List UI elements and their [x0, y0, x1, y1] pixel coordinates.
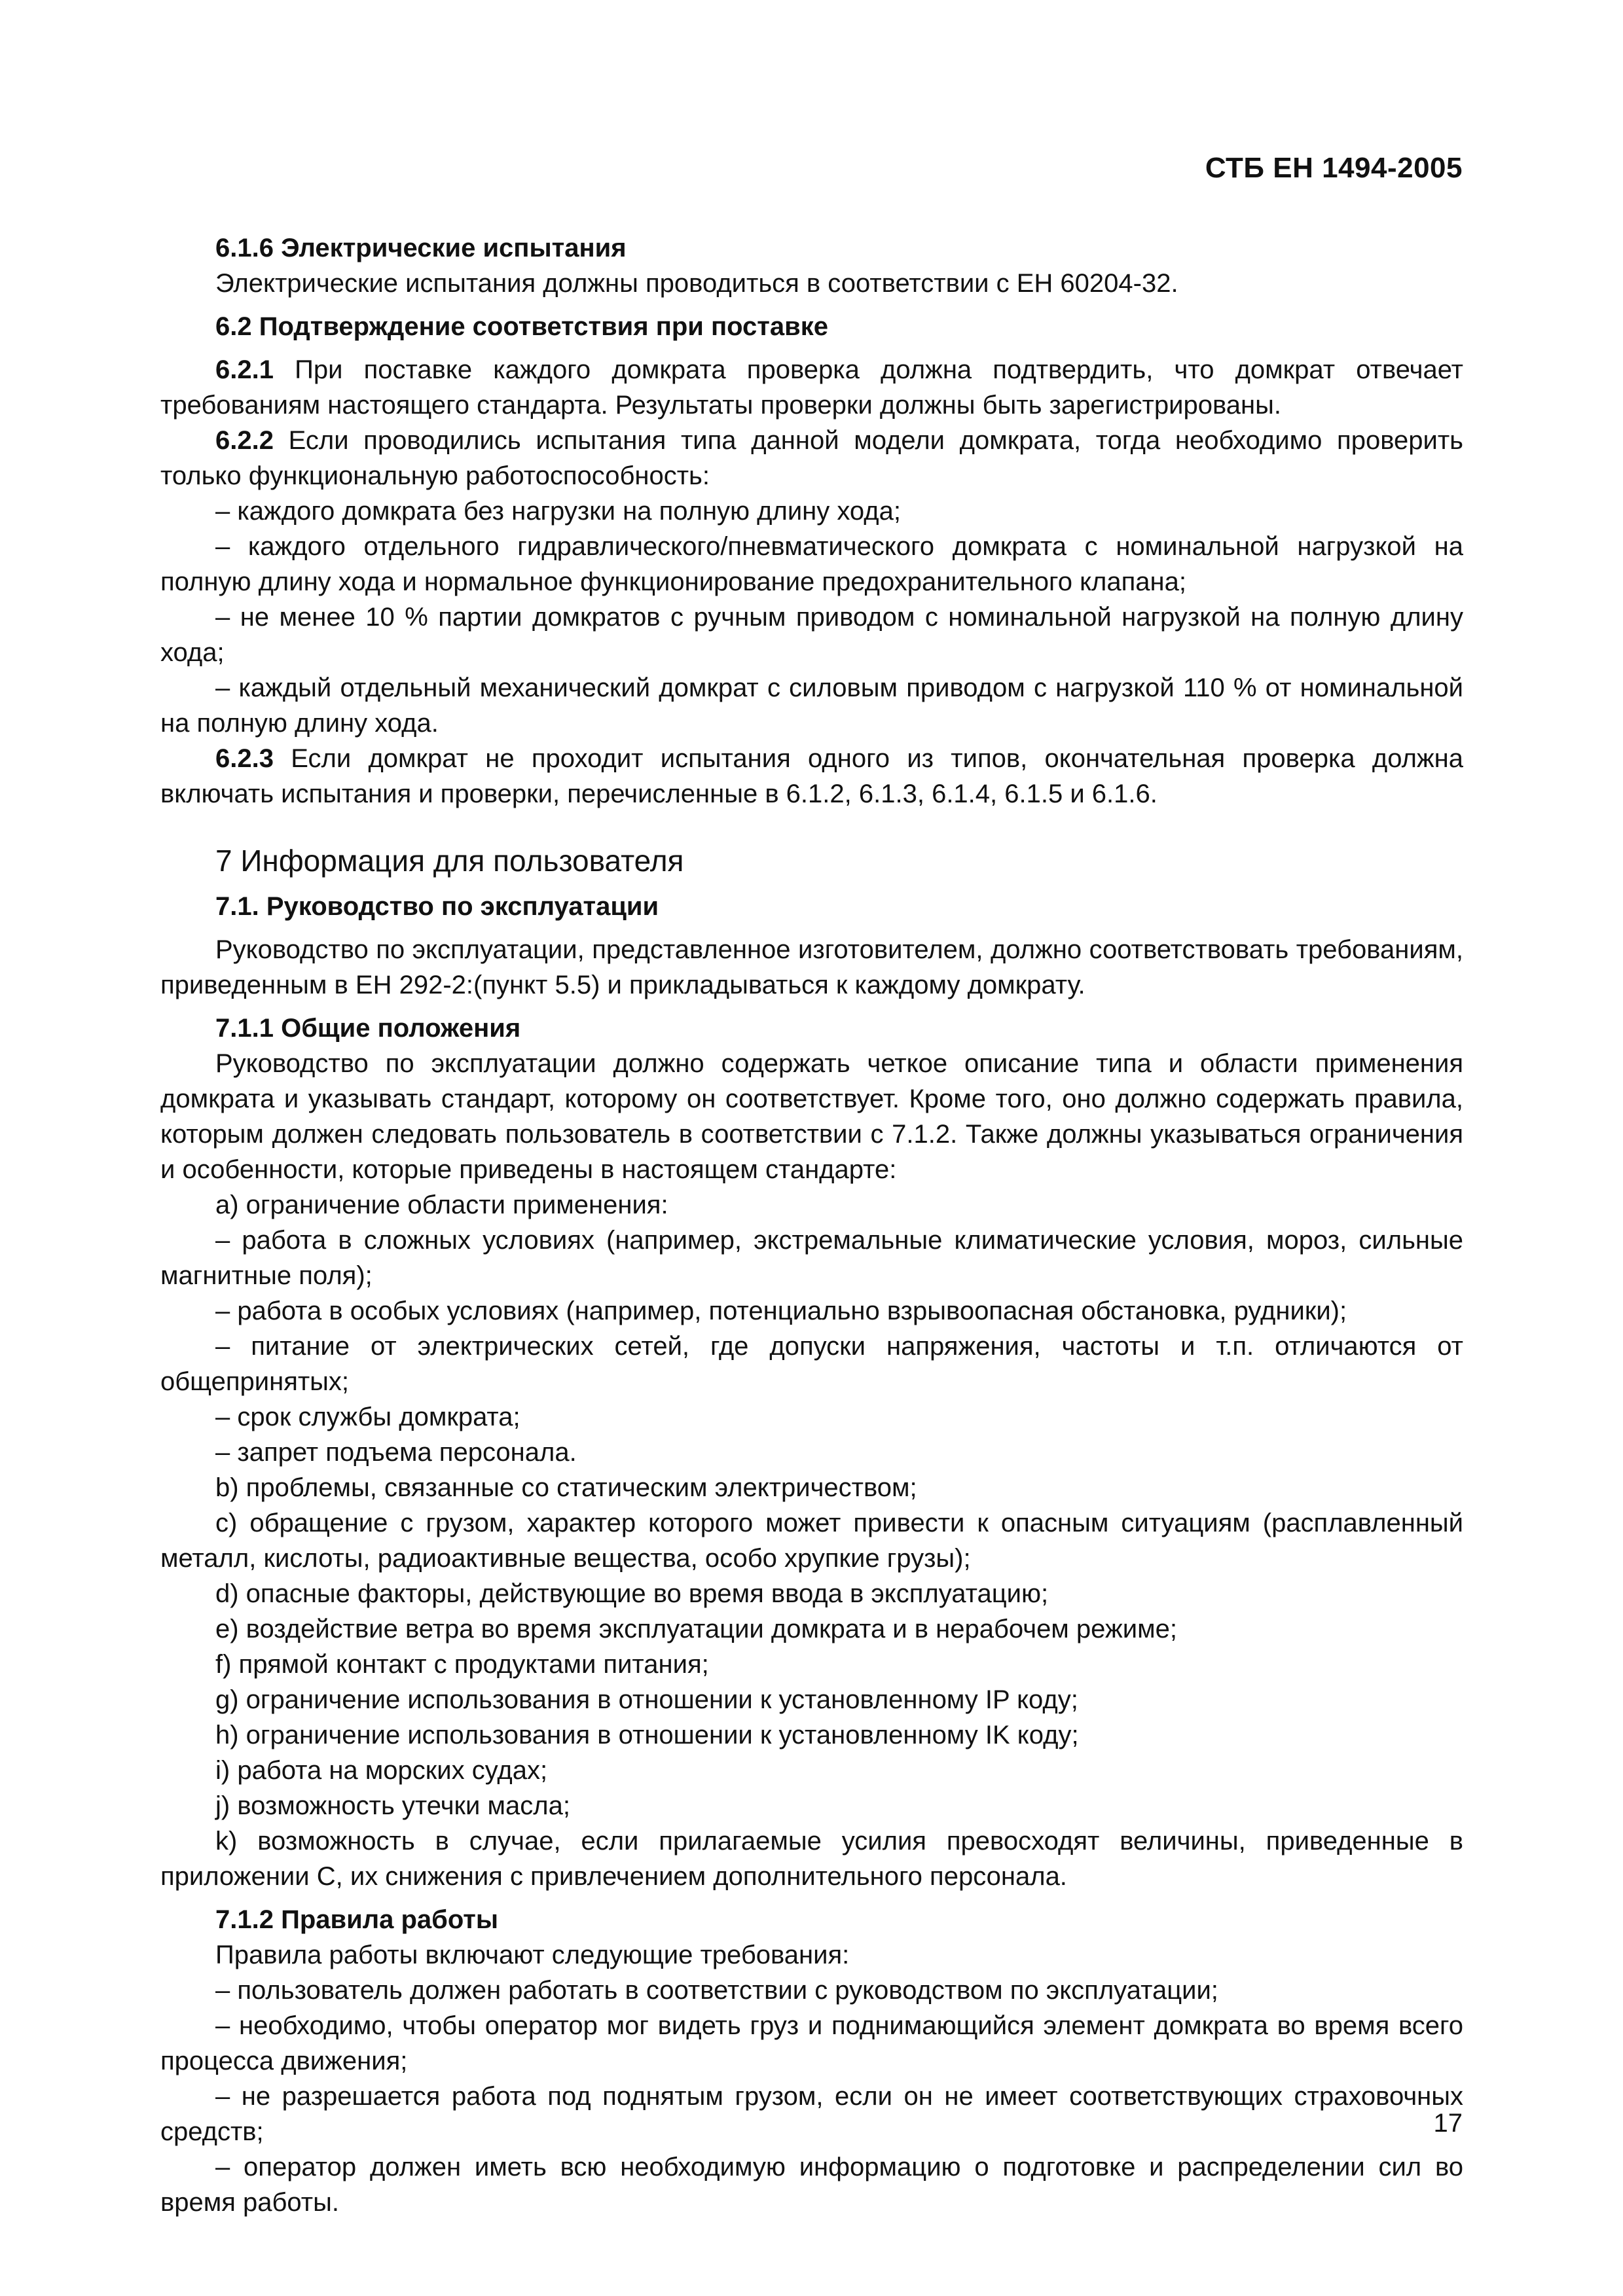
list-item: – каждый отдельный механический домкрат с силовым приводом с нагрузкой 110 % от номинальной на полную длину хода.	[160, 673, 1463, 738]
list-item: – работа в сложных условиях (например, экстремальные климатические условия, мороз, сильные магнитные поля);	[160, 1226, 1463, 1290]
clause-text: При поставке каждого домкрата проверка должна подтвердить, что домкрат отвечает требованиям настоящего стандарта. Результаты проверки должны быть зарегистрированы.	[160, 355, 1463, 420]
list-item: – оператор должен иметь всю необходимую информацию о подготовке и распределении сил во время работы.	[160, 2153, 1463, 2217]
document-code: СТБ ЕН 1494-2005	[1205, 152, 1463, 184]
clause-number: 6.2.3	[215, 744, 274, 773]
clause-6-2-3	[160, 741, 1463, 812]
section-6-1-6-heading: 6.1.6 Электрические испытания	[215, 234, 627, 262]
list-item: g) ограничение использования в отношении к установленному IP коду;	[215, 1685, 1078, 1714]
clause-text: Если проводились испытания типа данной модели домкрата, тогда необходимо проверить только функциональную работоспособность:	[160, 426, 1463, 490]
list-item: i) работа на морских судах;	[215, 1756, 548, 1785]
section-7-1-heading: 7.1. Руководство по эксплуатации	[215, 892, 659, 921]
page-number: 17	[1433, 2109, 1463, 2138]
list-item: e) воздействие ветра во время эксплуатации домкрата и в нерабочем режиме;	[215, 1615, 1177, 1643]
paragraph: Руководство по эксплуатации должно содержать четкое описание типа и области применения домкрата и указывать стандарт, которому он соответствует. Кроме того, оно должно содержать правила, которым должен следовать пользователь в соответствии с 7.1.2. Также должны указываться ограничения и особенности, которые приведены в настоящем стандарте:	[160, 1049, 1463, 1184]
list-item: h) ограничение использования в отношении к установленному IK коду;	[215, 1721, 1079, 1749]
clause-number: 6.2.1	[215, 355, 274, 384]
list-item: k) возможность в случае, если прилагаемые усилия превосходят величины, приведенные в приложении С, их снижения с привлечением дополнительного персонала.	[160, 1827, 1463, 1891]
clause-6-2-2	[160, 423, 1463, 493]
list-item: d) опасные факторы, действующие во время ввода в эксплуатацию;	[215, 1579, 1049, 1608]
list-item: – не разрешается работа под поднятым грузом, если он не имеет соответствующих страховочных средств;	[160, 2082, 1463, 2146]
list-item: а) ограничение области применения:	[215, 1191, 668, 1219]
list-item: – не менее 10 % партии домкратов с ручным приводом с номинальной нагрузкой на полную длину хода;	[160, 603, 1463, 667]
list-item: c) обращение с грузом, характер которого может привести к опасным ситуациям (расплавленный металл, кислоты, радиоактивные вещества, особо хрупкие грузы);	[160, 1509, 1463, 1573]
section-7-1-2-heading: 7.1.2 Правила работы	[215, 1905, 499, 1934]
section-6-2-heading: 6.2 Подтверждение соответствия при поставке	[215, 312, 828, 341]
list-item: j) возможность утечки масла;	[215, 1791, 570, 1820]
list-item: f) прямой контакт с продуктами питания;	[215, 1650, 709, 1679]
section-7-heading: 7 Информация для пользователя	[215, 844, 684, 878]
list-item: – каждого отдельного гидравлического/пневматического домкрата с номинальной нагрузкой на полную длину хода и нормальное функционирование предохранительного клапана;	[160, 532, 1463, 596]
list-item: – пользователь должен работать в соответствии с руководством по эксплуатации;	[215, 1976, 1218, 2005]
list-item: – работа в особых условиях (например, потенциально взрывоопасная обстановка, рудники);	[215, 1297, 1347, 1325]
clause-number: 6.2.2	[215, 426, 274, 455]
list-item: – каждого домкрата без нагрузки на полную длину хода;	[215, 497, 901, 526]
clause-text: Если домкрат не проходит испытания одного из типов, окончательная проверка должна включать испытания и проверки, перечисленные в 6.1.2, 6.1.3, 6.1.4, 6.1.5 и 6.1.6.	[160, 744, 1463, 808]
section-7-1-text: Руководство по эксплуатации, представленное изготовителем, должно соответствовать требованиям, приведенным в ЕН 292-2:(пункт 5.5) и прикладываться к каждому домкрату.	[160, 935, 1463, 999]
list-item: – питание от электрических сетей, где допуски напряжения, частоты и т.п. отличаются от общепринятых;	[160, 1332, 1463, 1396]
list-item: – запрет подъема персонала.	[215, 1438, 577, 1467]
section-6-1-6-text: Электрические испытания должны проводиться в соответствии с ЕН 60204-32.	[215, 269, 1178, 298]
list-item: – необходимо, чтобы оператор мог видеть груз и поднимающийся элемент домкрата во время всего процесса движения;	[160, 2011, 1463, 2075]
section-7-1-1-heading: 7.1.1 Общие положения	[215, 1014, 521, 1043]
paragraph: Правила работы включают следующие требования:	[215, 1941, 850, 1969]
clause-6-2-1	[160, 352, 1463, 423]
list-item: b) проблемы, связанные со статическим электричеством;	[215, 1473, 917, 1502]
list-item: – срок службы домкрата;	[215, 1403, 520, 1431]
page-content	[160, 230, 1463, 2220]
